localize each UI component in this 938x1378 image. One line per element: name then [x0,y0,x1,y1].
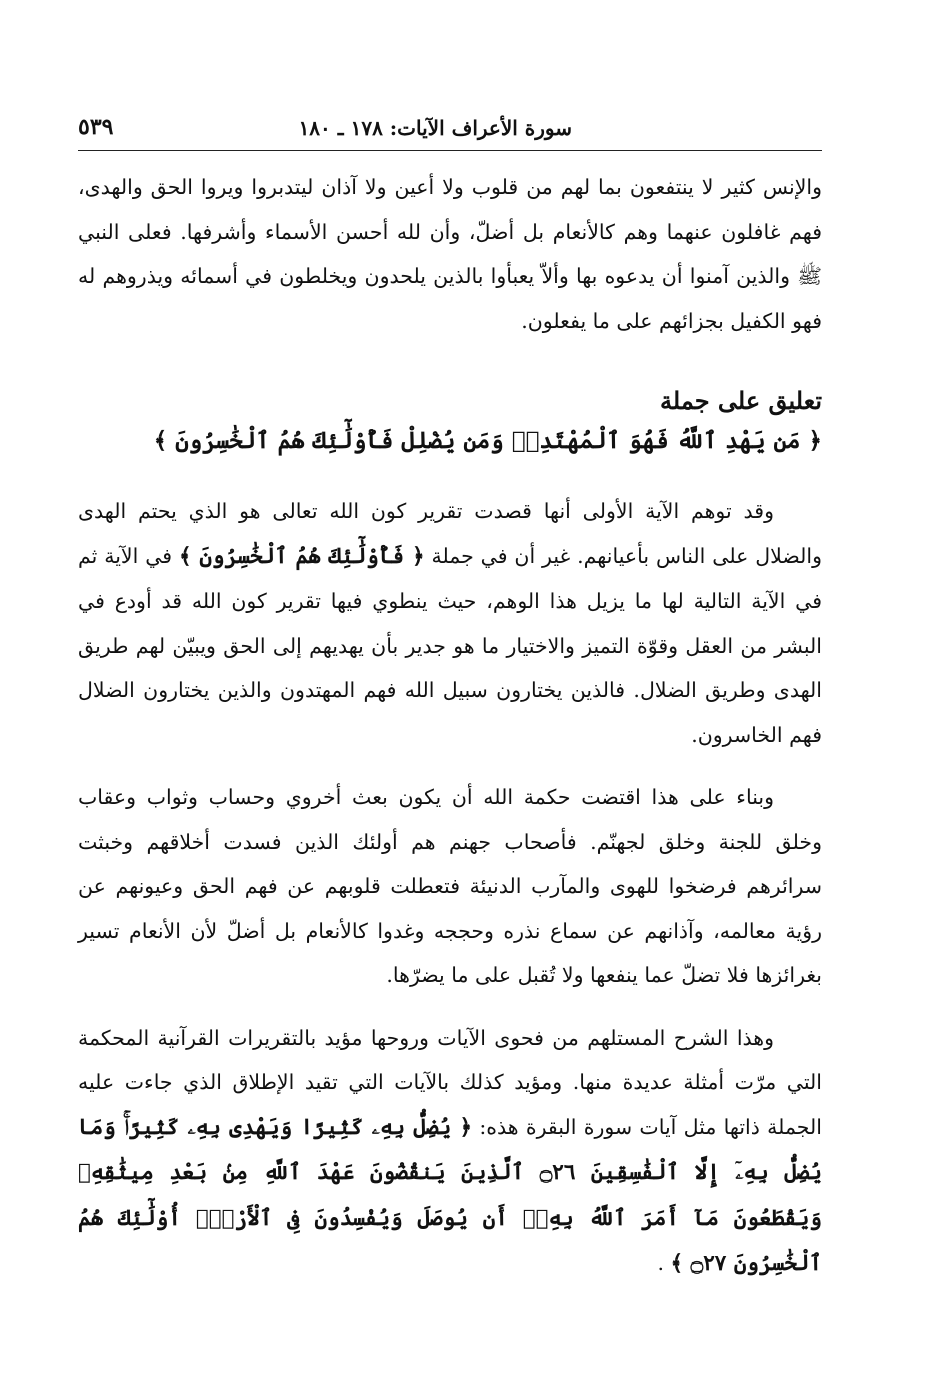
running-header [78,112,822,151]
paragraph-1-quote: ﴿ فَأُوْلَٰٓئِكَ هُمُ ٱلْخَٰسِرُونَ ﴾ [178,543,425,569]
paragraph-3-text: وهذا الشرح المستلهم من فحوى الآيات وروحها مؤيد بالتقريرات القرآنية المحكمة التي مرّت أمثلة عديدة منها. ومؤيد كذلك بالآيات التي تقيد الإطلاق الذي جاءت عليه الجملة ذاتها مثل آيات سورة البقرة هذه: [78,1025,822,1139]
paragraph-1 [78,489,822,757]
intro-paragraph: والإنس كثير لا ينتفعون بما لهم من قلوب ولا أعين ولا آذان ليتدبروا ويروا الحق والهدى، فهم غافلون عنهما وهم كالأنعام بل أضلّ، وأن لله أحسن الأسماء وأشرفها. فعلى النبي ﷺ والذين آمنوا أن يدعوه بها وألاّ يعبأوا بالذين يلحدون ويخلطون في أسمائه ويذروهم له فهو الكفيل بجزائهم على ما يفعلون. [78,175,822,333]
paragraph-2: وبناء على هذا اقتضت حكمة الله أن يكون بعث أخروي وحساب وثواب وعقاب وخلق للجنة وخلق لجهنّم. فأصحاب جهنم هم أولئك الذين فسدت أخلاقهم وخبثت سرائرهم فرضخوا للهوى والمآرب الدنيئة فتعطلت قلوبهم عن فهم الحق وعيونهم عن رؤية معالمه، وآذانهم عن سماع نذره وحججه وغدوا كالأنعام بل أضلّ لأن الأنعام تسير بغرائزها فلا تضلّ عما ينفعها ولا تُقبل على ما يضرّها. [78,785,822,987]
paragraph-3-quote: ﴿ يُضِلُّ بِهِۦ كَثِيرًا وَيَهْدِى بِهِۦ كَثِيرًاۚ وَمَا يُضِلُّ بِهِۦٓ إِلَّا ٱلْفَٰسِقِينَ ۝٢٦ ٱلَّذِينَ يَنقُضُونَ عَهْدَ ٱللَّهِ مِنۢ بَعْدِ مِيثَٰقِهِۦ وَيَقْطَعُونَ مَآ أَمَرَ ٱللَّهُ بِهِۦٓ أَن يُوصَلَ وَيُفْسِدُونَ فِى ٱلْأَرْضِۚ أُوْلَٰٓئِكَ هُمُ ٱلْخَٰسِرُونَ ۝٢٧ ﴾ [78,1114,823,1276]
paragraph-3-end: . [657,1251,664,1275]
page-number: ٥٣٩ [78,114,114,140]
section-verse: ﴿ مَن يَهْدِ ٱللَّهُ فَهُوَ ٱلْمُهْتَدِىۖ وَمَن يُضْلِلْ فَأُوْلَٰٓئِكَ هُمُ ٱلْخَٰسِرُونَ ﴾ [153,427,822,454]
document-page [78,112,822,1352]
header-title: سورة الأعراف الآيات: ١٧٨ ـ ١٨٠ [298,116,572,140]
paragraph-3 [78,1016,822,1287]
section-title: تعليق على جملة [660,386,822,415]
paragraph-1-text-b: في الآية ثم في الآية التالية لها ما يزيل هذا الوهم، حيث ينطوي فيها تقرير كون الله قد أودع في البشر من العقل وقوّة التميز والاختيار ما هو جدير بأن يهديهم إلى الحق ويبيّن لهم طريق الهدى وطريق الضلال. فالذين يختارون سبيل الله فهم المهتدون والذين يختارون الضلال فهم الخاسرون. [78,543,822,747]
paragraph-1-text-a: وقد توهم الآية الأولى أنها قصدت تقرير كون الله تعالى هو الذي يحتم الهدى والضلال على الناس بأعيانهم. غير أن في جملة [78,499,822,568]
page-body [78,165,822,1287]
